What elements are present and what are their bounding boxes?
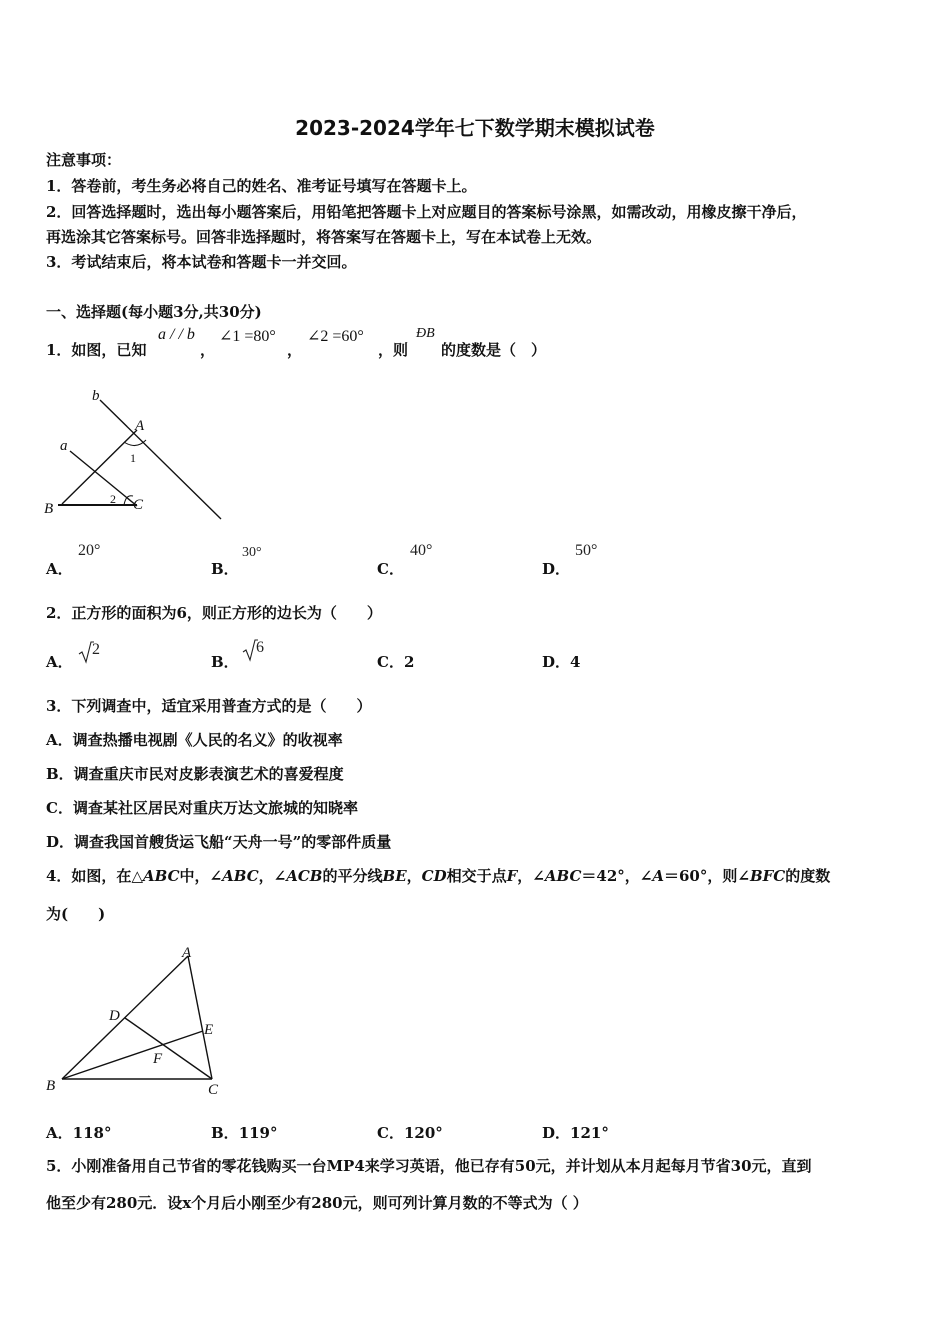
q4-mid-8: ＝60°，则∠ [664,867,750,885]
q4-label-B: B [46,1078,56,1094]
q4-label-F: F [153,1051,163,1067]
q4-option-d-letter: D． [542,1124,571,1142]
q1-option-a-value: 20° [78,542,101,559]
q2-option-b-letter[interactable]: B． [211,653,239,671]
q4-f: F [506,867,518,885]
q2-option-d-letter: D． [542,653,571,671]
q4-option-b-letter: B． [211,1124,239,1142]
q4-mid-5: 相交于点 [446,867,507,885]
q4-side-ac [188,956,212,1079]
q2-option-d[interactable] [542,651,580,672]
q1-option-b-value: 30° [242,545,262,560]
q4-option-b[interactable] [211,1122,278,1143]
q2-option-d-value: 4 [570,653,581,671]
q4-label-A: A [182,945,192,961]
q1-label-A: A [135,418,145,434]
q4-acb: ACB [286,867,323,885]
q4-text [46,866,830,886]
q4-option-d-value: 121° [570,1124,609,1142]
q2-option-c-value: 2 [403,653,415,671]
q4-mid-6: ，∠ [517,867,545,885]
notice-line-1: 1．答卷前，考生务必将自己的姓名、准考证号填写在答题卡上。 [46,177,477,195]
q3-option-a[interactable]: A．调查热播电视剧《人民的名义》的收视率 [46,731,343,749]
q4-abc-3: ABC [544,867,582,885]
q4-option-a-value: 118° [72,1124,112,1142]
q4-mid-3: 的平分线 [322,867,383,885]
q4-option-b-value: 119° [238,1124,278,1142]
q1-label-2: 2 [110,492,116,506]
notice-line-2a: 2．回答选择题时，选出每小题答案后，用铅笔把答题卡上对应题目的答案标号涂黑，如需改动，用橡皮擦干净后， [46,203,807,221]
q4-be: BE [382,867,407,885]
q4-label-D: D [109,1008,120,1024]
q1-prefix: 1．如图，已知 [46,341,147,359]
q1-line-b [100,400,221,519]
q1-angle1-arc [124,440,146,446]
q4-figure [40,942,230,1102]
q1-label-a: a [60,438,68,454]
q4-cd: CD [421,867,447,885]
q4-mid-4: ， [406,867,422,885]
q4-bisector-be [62,1031,203,1079]
q4-option-a-letter: A． [46,1124,73,1142]
q4-side-ab [62,956,188,1079]
q2-option-a-value: 2 [92,641,100,658]
q1-cond-parallel: a / / b [158,326,195,343]
q4-abc-2: ABC [222,867,259,885]
q4-label-C: C [208,1082,219,1098]
q4-option-c-letter: C． [377,1124,404,1142]
q1-option-a-letter[interactable]: A． [46,560,73,578]
q2-option-c[interactable] [377,651,414,672]
notice-line-2b: 再选涂其它答案标号。回答非选择题时，将答案写在答题卡上，写在本试卷上无效。 [46,228,602,246]
q4-abc: ABC [142,867,180,885]
q3-option-c[interactable]: C．调查某社区居民对重庆万达文旅城的知晓率 [46,799,358,817]
q4-option-c[interactable] [377,1122,443,1143]
q1-option-b-letter[interactable]: B． [211,560,239,578]
q1-sep-3: ，则 [378,341,409,359]
q1-cond-angle1: ∠1 =80° [219,328,276,345]
q3-text: 3．下列调查中，适宜采用普查方式的是（ ） [46,697,372,715]
q1-label-1: 1 [130,451,136,465]
page-title: 2023-2024学年七下数学期末模拟试卷 [295,116,655,140]
q1-target-angle: ÐB [416,326,435,341]
q3-option-b[interactable]: B．调查重庆市民对皮影表演艺术的喜爱程度 [46,765,344,783]
q1-label-B: B [44,501,54,517]
q5-line-1: 5．小刚准备用自己节省的零花钱购买一台MP4来学习英语，他已存有50元，并计划从本月起每月节省30元，直到 [46,1157,812,1175]
q4-mid-7: ＝42°，∠ [581,867,653,885]
q1-option-c-letter[interactable]: C． [377,560,404,578]
q1-sep-2: ， [287,341,303,359]
q1-line-ba [62,430,137,504]
q1-label-b: b [92,388,100,404]
notice-line-3: 3．考试结束后，将本试卷和答题卡一并交回。 [46,253,357,271]
q2-option-c-letter: C． [377,653,404,671]
q4-mid-1: 中，∠ [179,867,223,885]
q1-suffix: 的度数是（ ） [441,341,547,359]
q4-mid-9: 的度数 [785,867,831,885]
q1-option-c-value: 40° [410,542,433,559]
q4-bfc: BFC [749,867,786,885]
q4-mid-2: ，∠ [258,867,287,885]
q2-option-b-value: 6 [256,639,264,656]
q2-option-a-letter[interactable]: A． [46,653,73,671]
q4-option-d[interactable] [542,1122,609,1143]
q4-option-c-value: 120° [403,1124,443,1142]
q4-prefix: 4．如图，在△ [46,867,143,885]
q4-line-2: 为( ) [46,905,106,923]
q4-bisector-cd [125,1018,212,1079]
q4-a: A [652,867,664,885]
q5-line-2: 他至少有280元．设x个月后小刚至少有280元，则可列计算月数的不等式为（ ） [46,1194,588,1212]
q1-figure [40,388,230,523]
q1-label-C: C [133,497,144,513]
q4-option-a[interactable] [46,1122,111,1143]
q4-label-E: E [204,1022,214,1038]
q2-text: 2．正方形的面积为6，则正方形的边长为（ ） [46,604,382,622]
q1-cond-angle2: ∠2 =60° [307,328,364,345]
q3-option-d[interactable]: D．调查我国首艘货运飞船“天舟一号”的零部件质量 [46,833,392,851]
q1-option-d-letter[interactable]: D． [542,560,571,578]
q1-sep-1: ， [200,341,216,359]
notice-heading: 注意事项： [46,151,122,169]
section-heading: 一、选择题(每小题3分,共30分) [46,303,262,321]
q1-option-d-value: 50° [575,542,598,559]
